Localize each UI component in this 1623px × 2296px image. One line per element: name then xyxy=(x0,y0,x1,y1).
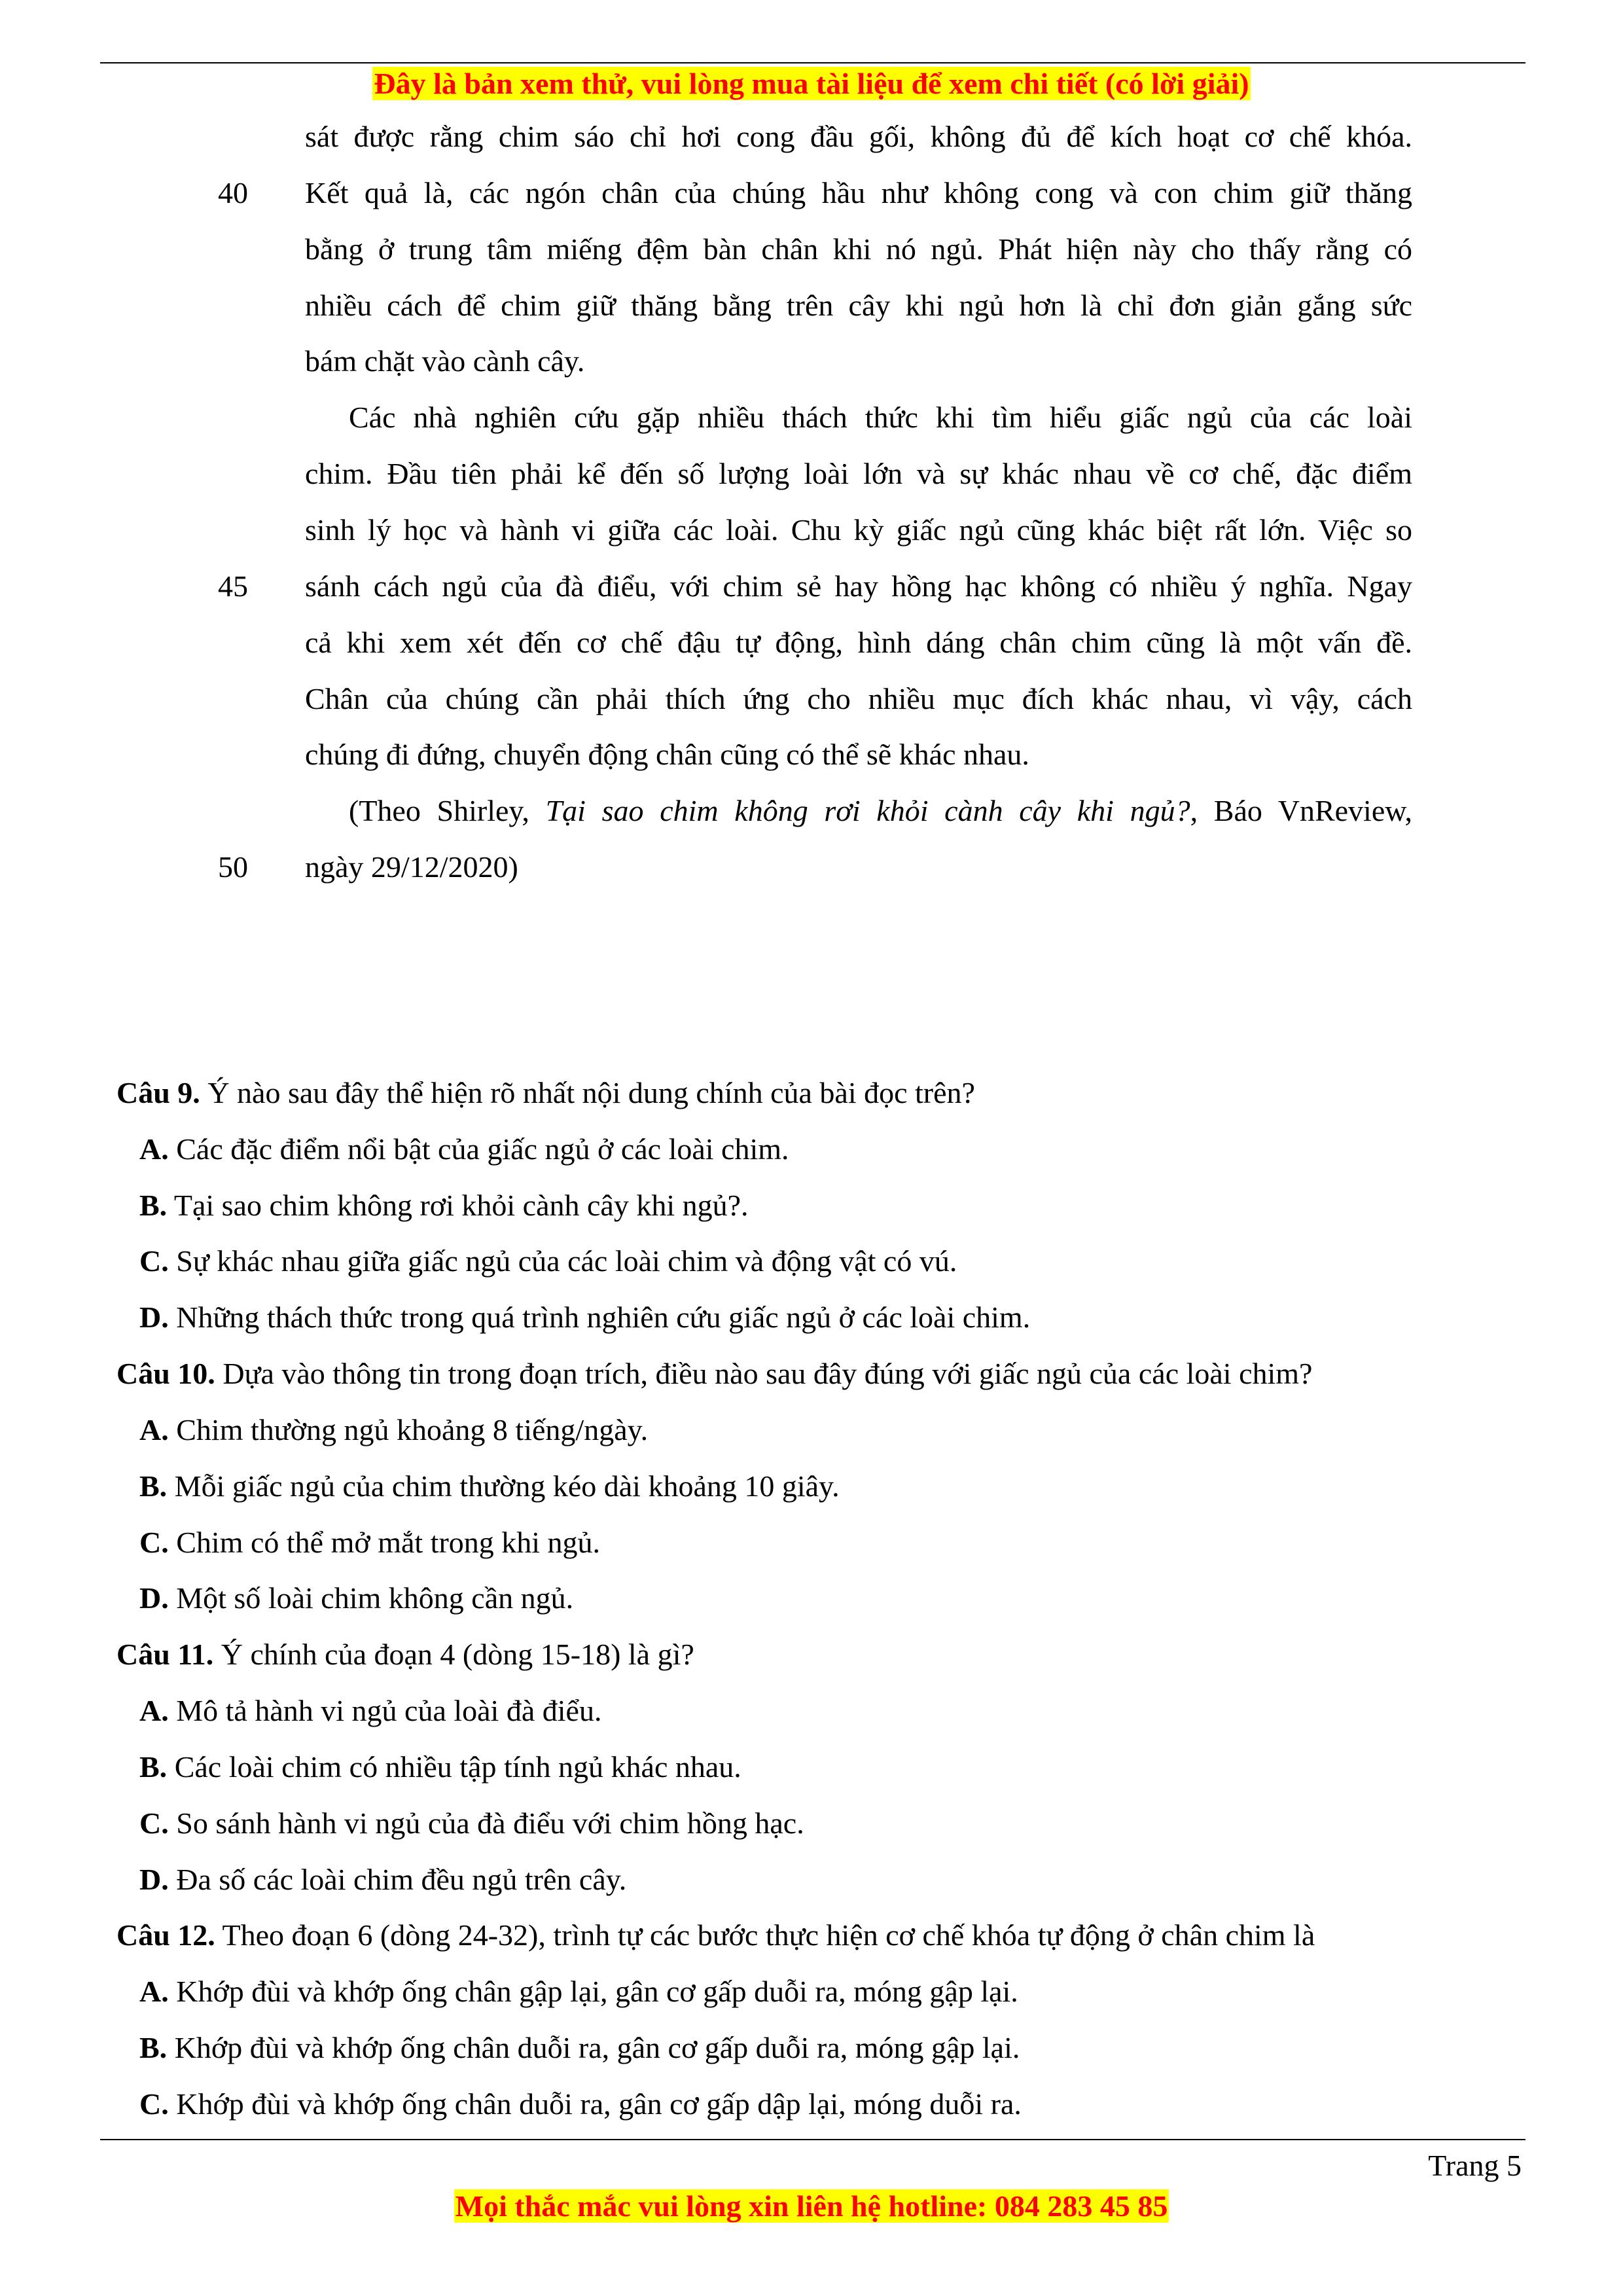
line-number-45: 45 xyxy=(218,569,248,603)
passage-line: bám chặt vào cành cây. xyxy=(305,344,585,378)
option-letter: A. xyxy=(139,1975,169,2008)
question-9-option-c xyxy=(139,1242,957,1281)
question-text: Ý chính của đoạn 4 (dòng 15-18) là gì? xyxy=(213,1638,694,1671)
option-text: Các đặc điểm nổi bật của giấc ngủ ở các loài chim. xyxy=(168,1132,789,1166)
option-text: Khớp đùi và khớp ống chân gập lại, gân cơ gấp duỗi ra, móng gập lại. xyxy=(168,1975,1018,2008)
question-12 xyxy=(116,1916,1315,1955)
passage-line: Kết quả là, các ngón chân của chúng hầu như không cong và con chim giữ thăng xyxy=(305,176,1412,209)
question-label: Câu 11. xyxy=(116,1638,214,1671)
source-title: Tại sao chim không rơi khỏi cành cây khi ngủ? xyxy=(545,794,1190,827)
passage-line: sánh cách ngủ của đà điểu, với chim sẻ hay hồng hạc không có nhiều ý nghĩa. Ngay xyxy=(305,569,1412,603)
option-text: Những thách thức trong quá trình nghiên cứu giấc ngủ ở các loài chim. xyxy=(168,1300,1031,1334)
line-number-50: 50 xyxy=(218,850,248,884)
option-letter: A. xyxy=(139,1413,169,1446)
header-rule xyxy=(100,62,1525,63)
question-11 xyxy=(116,1635,694,1674)
preview-notice-text: Đây là bản xem thử, vui lòng mua tài liệu để xem chi tiết (có lời giải) xyxy=(374,67,1249,100)
question-9 xyxy=(116,1073,975,1113)
option-letter: B. xyxy=(139,2031,168,2064)
question-10 xyxy=(116,1354,1312,1393)
question-12-option-a xyxy=(139,1972,1018,2011)
option-letter: D. xyxy=(139,1863,169,1896)
passage-line: sát được rằng chim sáo chỉ hơi cong đầu gối, không đủ để kích hoạt cơ chế khóa. xyxy=(305,120,1412,153)
question-9-option-a xyxy=(139,1130,789,1169)
question-11-option-c xyxy=(139,1804,804,1843)
passage-source xyxy=(349,791,1412,831)
line-number-40: 40 xyxy=(218,176,248,209)
option-text: Chim thường ngủ khoảng 8 tiếng/ngày. xyxy=(168,1413,649,1446)
option-text: Tại sao chim không rơi khỏi cành cây khi ngủ?. xyxy=(167,1189,749,1222)
question-9-option-d xyxy=(139,1298,1030,1337)
question-9-option-b xyxy=(139,1186,749,1225)
passage-line: chim. Đầu tiên phải kể đến số lượng loài lớn và sự khác nhau về cơ chế, đặc điểm xyxy=(305,457,1412,490)
option-text: Một số loài chim không cần ngủ. xyxy=(168,1581,574,1615)
page-number: Trang 5 xyxy=(1428,2149,1522,2182)
option-letter: C. xyxy=(139,1526,169,1559)
source-date: ngày 29/12/2020) xyxy=(305,850,518,884)
option-text: Khớp đùi và khớp ống chân duỗi ra, gân cơ gấp dập lại, móng duỗi ra. xyxy=(168,2087,1022,2121)
option-text: Các loài chim có nhiều tập tính ngủ khác nhau. xyxy=(167,1750,741,1784)
passage-line: sinh lý học và hành vi giữa các loài. Chu kỳ giấc ngủ cũng khác biệt rất lớn. Việc so xyxy=(305,513,1412,547)
question-label: Câu 9. xyxy=(116,1076,200,1109)
option-text: Mô tả hành vi ngủ của loài đà điểu. xyxy=(168,1694,602,1727)
question-11-option-d xyxy=(139,1860,626,1899)
option-text: So sánh hành vi ngủ của đà điểu với chim hồng hạc. xyxy=(168,1806,804,1840)
question-text: Theo đoạn 6 (dòng 24-32), trình tự các bước thực hiện cơ chế khóa tự động ở chân chim là xyxy=(215,1918,1315,1952)
passage-line: bằng ở trung tâm miếng đệm bàn chân khi nó ngủ. Phát hiện này cho thấy rằng có xyxy=(305,232,1412,266)
passage-line: Chân của chúng cần phải thích ứng cho nhiều mục đích khác nhau, vì vậy, cách xyxy=(305,682,1412,715)
option-text: Chim có thể mở mắt trong khi ngủ. xyxy=(168,1526,601,1559)
option-letter: C. xyxy=(139,1244,169,1278)
question-10-option-b xyxy=(139,1467,840,1506)
option-letter: C. xyxy=(139,2087,169,2121)
question-10-option-c xyxy=(139,1523,600,1562)
question-label: Câu 12. xyxy=(116,1918,215,1952)
footer-rule xyxy=(100,2139,1525,2140)
option-letter: B. xyxy=(139,1189,168,1222)
option-text: Khớp đùi và khớp ống chân duỗi ra, gân cơ gấp duỗi ra, móng gập lại. xyxy=(167,2031,1020,2064)
question-label: Câu 10. xyxy=(116,1357,215,1390)
passage-line: Các nhà nghiên cứu gặp nhiều thách thức khi tìm hiểu giấc ngủ của các loài xyxy=(349,401,1412,434)
hotline-text: Mọi thắc mắc vui lòng xin liên hệ hotline: 084 283 45 85 xyxy=(455,2189,1168,2223)
passage-line: nhiều cách để chim giữ thăng bằng trên cây khi ngủ hơn là chỉ đơn giản gắng sức xyxy=(305,289,1412,322)
option-letter: B. xyxy=(139,1469,168,1503)
option-text: Đa số các loài chim đều ngủ trên cây. xyxy=(168,1863,627,1896)
question-text: Dựa vào thông tin trong đoạn trích, điều nào sau đây đúng với giấc ngủ của các loài chim? xyxy=(215,1357,1313,1390)
question-11-option-a xyxy=(139,1691,601,1731)
option-letter: B. xyxy=(139,1750,168,1784)
option-text: Sự khác nhau giữa giấc ngủ của các loài chim và động vật có vú. xyxy=(168,1244,957,1278)
question-10-option-d xyxy=(139,1579,573,1618)
source-suffix: , Báo VnReview, xyxy=(1190,794,1412,827)
option-letter: C. xyxy=(139,1806,169,1840)
hotline-banner xyxy=(0,2187,1623,2225)
question-11-option-b xyxy=(139,1748,741,1787)
passage-line: cả khi xem xét đến cơ chế đậu tự động, hình dáng chân chim cũng là một vấn đề. xyxy=(305,626,1412,659)
question-text: Ý nào sau đây thể hiện rõ nhất nội dung chính của bài đọc trên? xyxy=(200,1076,975,1109)
question-12-option-c xyxy=(139,2085,1022,2124)
question-10-option-a xyxy=(139,1410,648,1450)
passage-line: chúng đi đứng, chuyển động chân cũng có thể sẽ khác nhau. xyxy=(305,738,1029,771)
preview-notice-banner xyxy=(0,65,1623,103)
source-prefix: (Theo Shirley, xyxy=(349,794,546,827)
question-12-option-b xyxy=(139,2028,1020,2068)
option-letter: A. xyxy=(139,1132,169,1166)
option-text: Mỗi giấc ngủ của chim thường kéo dài khoảng 10 giây. xyxy=(167,1469,840,1503)
option-letter: A. xyxy=(139,1694,169,1727)
option-letter: D. xyxy=(139,1581,169,1615)
option-letter: D. xyxy=(139,1300,169,1334)
